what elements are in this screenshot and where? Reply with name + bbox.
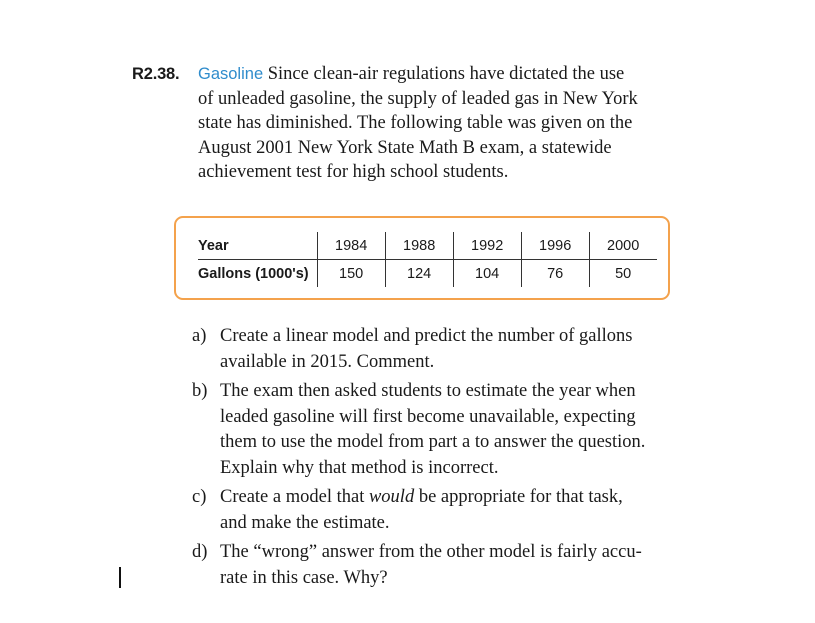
- part-line: Explain why that method is incorrect.: [220, 457, 499, 478]
- table-cell: 124: [385, 260, 453, 288]
- problem-intro: [132, 62, 732, 185]
- part-line: and make the estimate.: [220, 512, 390, 533]
- emphasis-would: would: [368, 487, 415, 507]
- table-cell: 104: [453, 260, 521, 288]
- problem-number: R2.38.: [132, 65, 180, 83]
- part-line: them to use the model from part a to answer the question.: [220, 432, 646, 452]
- table-cell: 76: [521, 260, 589, 288]
- part-line: rate in this case. Why?: [220, 567, 388, 588]
- part-line: The “wrong” answer from the other model is fairly accu-: [220, 542, 642, 562]
- part-line: The exam then asked students to estimate the year when: [220, 381, 636, 401]
- data-table: [198, 232, 657, 287]
- question-parts: [192, 324, 752, 595]
- intro-line: of unleaded gasoline, the supply of leaded gas in New York: [198, 88, 638, 109]
- table-row-gallons: [198, 260, 657, 288]
- intro-line: Gasoline Since clean-air regulations have dictated the use: [198, 64, 625, 84]
- problem-topic: Gasoline: [198, 65, 264, 83]
- intro-text: [198, 62, 728, 185]
- intro-line: state has diminished. The following table was given on the: [198, 113, 633, 133]
- table-row-year: [198, 232, 657, 260]
- part-label: b): [192, 381, 208, 401]
- table-cell: 150: [317, 260, 385, 288]
- table-cell: 50: [589, 260, 657, 288]
- part-line: leaded gasoline will first become unavailable, expecting: [220, 406, 636, 427]
- part-line: Create a linear model and predict the number of gallons: [220, 326, 633, 346]
- intro-line: achievement test for high school students.: [198, 162, 509, 182]
- part-line: available in 2015. Comment.: [220, 351, 435, 372]
- table-cell: 1984: [317, 232, 385, 260]
- part-label: c): [192, 487, 207, 507]
- table-row-header: Year: [198, 232, 317, 260]
- part-line: Create a model that would be appropriate for that task,: [220, 487, 623, 507]
- text-cursor: [119, 567, 121, 588]
- problem-block: [132, 62, 732, 588]
- intro-line: August 2001 New York State Math B exam, a statewide: [198, 137, 612, 158]
- part-c: [192, 485, 752, 536]
- data-table-frame: [174, 216, 670, 300]
- part-d: [192, 540, 752, 591]
- table-row-header: Gallons (1000's): [198, 265, 309, 282]
- table-cell: 1996: [521, 232, 589, 260]
- table-cell: 1988: [385, 232, 453, 260]
- table-cell: 2000: [589, 232, 657, 260]
- part-label: d): [192, 542, 208, 562]
- part-b: [192, 379, 752, 481]
- part-label: a): [192, 326, 207, 346]
- table-cell: 1992: [453, 232, 521, 260]
- part-a: [192, 324, 752, 375]
